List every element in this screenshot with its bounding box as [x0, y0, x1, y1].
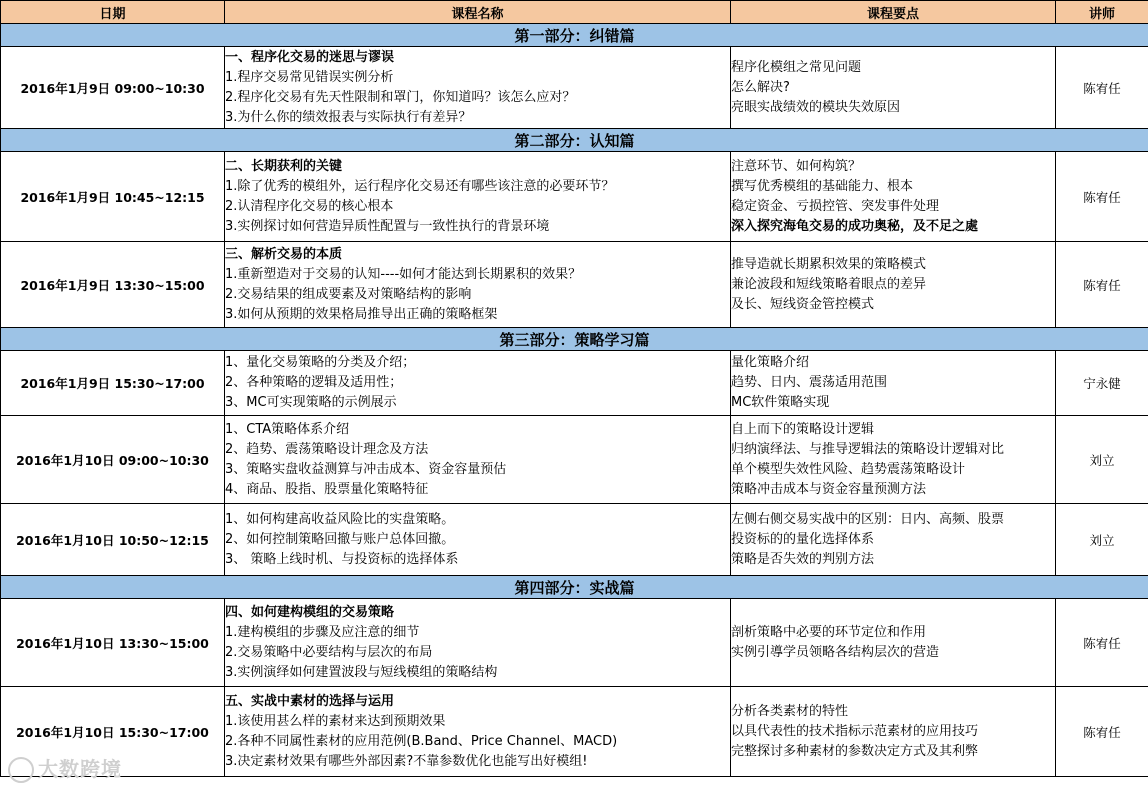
course-item: 3.决定素材效果有哪些外部因素?不靠参数优化也能写出好模组! — [225, 753, 588, 769]
course-topic-title: 五、实战中素材的选择与运用 — [225, 693, 395, 709]
course-point-item: 程序化模组之常见问题 — [731, 59, 862, 75]
course-item: 2、各种策略的逻辑及适用性； — [225, 375, 403, 390]
course-item: 1.除了优秀的模组外，运行程序化交易还有哪些该注意的必要环节？ — [225, 178, 615, 194]
course-item: 3、策略实盘收益测算与冲击成本、资金容量预估 — [225, 461, 507, 477]
course-item: 2、趋势、震荡策略设计理念及方法 — [225, 441, 429, 457]
section-title: 第二部分：认知篇 — [1, 129, 1148, 152]
course-point-item: 怎么解决? — [731, 79, 790, 95]
course-item: 3、 策略上线时机、与投资标的选择体系 — [225, 551, 459, 567]
course-item: 1.程序交易常见错误实例分析 — [225, 69, 394, 85]
course-point-item: 兼论波段和短线策略着眼点的差异 — [731, 276, 927, 292]
course-item: 1、如何构建高收益风险比的实盘策略。 — [225, 511, 455, 527]
course-name-cell — [225, 416, 731, 504]
table-row — [1, 599, 1148, 687]
session-date: 2016年1月9日 09:00~10:30 — [1, 47, 225, 129]
session-date: 2016年1月9日 15:30~17:00 — [1, 351, 225, 416]
course-name-cell — [225, 687, 731, 777]
course-points-cell — [731, 242, 1056, 328]
session-date: 2016年1月10日 10:50~12:15 — [1, 504, 225, 576]
course-point-item: 亮眼实战绩效的模块失效原因 — [731, 99, 901, 115]
header-course-name: 课程名称 — [225, 1, 731, 24]
course-point-item: 左侧右侧交易实战中的区别：日内、高频、股票 — [731, 511, 1005, 527]
course-name-cell — [225, 504, 731, 576]
table-row — [1, 504, 1148, 576]
course-point-item: 及长、短线资金管控模式 — [731, 296, 875, 312]
course-points-cell — [731, 152, 1056, 242]
course-points-cell — [731, 599, 1056, 687]
teacher-name: 刘立 — [1056, 504, 1148, 576]
table-row — [1, 687, 1148, 777]
section-title: 第三部分：策略学习篇 — [1, 328, 1148, 351]
teacher-name: 陈宥任 — [1056, 152, 1148, 242]
course-item: 2.交易结果的组成要素及对策略结构的影响 — [225, 286, 472, 302]
course-points-cell — [731, 687, 1056, 777]
logo-icon — [8, 757, 34, 783]
course-item: 1、量化交易策略的分类及介绍； — [225, 355, 416, 370]
teacher-name: 陈宥任 — [1056, 599, 1148, 687]
course-item: 3、MC可实现策略的示例展示 — [225, 395, 397, 410]
course-topic-title: 二、长期获利的关键 — [225, 158, 343, 174]
header-course-points: 课程要点 — [731, 1, 1056, 24]
course-item: 2.交易策略中必要结构与层次的布局 — [225, 644, 433, 660]
section-header-row — [1, 328, 1148, 351]
course-point-item: 分析各类素材的特性 — [731, 703, 849, 719]
course-point-item: 量化策略介绍 — [731, 355, 810, 370]
course-item: 4、商品、股指、股票量化策略特征 — [225, 481, 429, 497]
course-item: 1、CTA策略体系介绍 — [225, 421, 350, 437]
header-teacher: 讲师 — [1056, 1, 1148, 24]
section-title: 第一部分：纠错篇 — [1, 24, 1148, 47]
course-name-cell — [225, 152, 731, 242]
teacher-name: 陈宥任 — [1056, 47, 1148, 129]
course-points-cell — [731, 416, 1056, 504]
course-point-item: 以具代表性的技术指标示范素材的应用技巧 — [731, 723, 979, 739]
course-item: 3.为什么你的绩效报表与实际执行有差异？ — [225, 109, 472, 125]
course-point-item: 趋势、日内、震荡适用范围 — [731, 375, 888, 390]
course-point-item: 注意环节、如何构筑？ — [731, 158, 862, 174]
course-point-item: 稳定资金、亏损控管、突发事件处理 — [731, 198, 940, 214]
course-name-cell — [225, 351, 731, 416]
session-date: 2016年1月9日 10:45~12:15 — [1, 152, 225, 242]
course-topic-title: 四、如何建构模组的交易策略 — [225, 604, 395, 620]
teacher-name: 陈宥任 — [1056, 242, 1148, 328]
course-item: 3.实例探讨如何营造异质性配置与一致性执行的背景环境 — [225, 218, 550, 234]
teacher-name: 刘立 — [1056, 416, 1148, 504]
session-date: 2016年1月10日 09:00~10:30 — [1, 416, 225, 504]
course-point-item: 推导造就长期累积效果的策略模式 — [731, 256, 927, 272]
section-header-row — [1, 129, 1148, 152]
course-point-item: 撰写优秀模组的基础能力、根本 — [731, 178, 914, 194]
course-item: 2.认清程序化交易的核心根本 — [225, 198, 394, 214]
course-point-item: 单个模型失效性风险、趋势震荡策略设计 — [731, 461, 966, 477]
course-point-item: 深入探究海龟交易的成功奥秘，及不足之處 — [731, 218, 979, 234]
course-item: 2.各种不同属性素材的应用范例(B.Band、Price Channel、MACD) — [225, 733, 618, 749]
course-name-cell — [225, 242, 731, 328]
course-points-cell — [731, 351, 1056, 416]
teacher-name: 宁永健 — [1056, 351, 1148, 416]
course-points-cell — [731, 504, 1056, 576]
header-row — [1, 1, 1148, 24]
header-date: 日期 — [1, 1, 225, 24]
session-date: 2016年1月10日 15:30~17:00 — [1, 687, 225, 777]
course-point-item: 投资标的的量化选择体系 — [731, 531, 875, 547]
course-point-item: 策略是否失效的判别方法 — [731, 551, 875, 567]
course-item: 2.程序化交易有先天性限制和罩门，你知道吗？该怎么应对？ — [225, 89, 576, 105]
table-row — [1, 152, 1148, 242]
course-item: 1.建构模组的步骤及应注意的细节 — [225, 624, 420, 640]
table-row — [1, 416, 1148, 504]
course-point-item: 剖析策略中必要的环节定位和作用 — [731, 624, 927, 640]
watermark-text: 大数跨境 — [38, 756, 122, 781]
course-point-item: 策略冲击成本与资金容量预测方法 — [731, 481, 927, 497]
course-points-cell — [731, 47, 1056, 129]
course-name-cell — [225, 599, 731, 687]
course-item: 3.如何从预期的效果格局推导出正确的策略框架 — [225, 306, 498, 322]
course-point-item: 归纳演绎法、与推导逻辑法的策略设计逻辑对比 — [731, 441, 1005, 457]
table-row — [1, 242, 1148, 328]
section-title: 第四部分：实战篇 — [1, 576, 1148, 599]
course-item: 1.重新塑造对于交易的认知----如何才能达到长期累积的效果？ — [225, 266, 582, 282]
watermark-logo — [8, 753, 122, 784]
course-topic-title: 三、解析交易的本质 — [225, 246, 343, 262]
section-header-row — [1, 24, 1148, 47]
course-item: 2、如何控制策略回撤与账户总体回撤。 — [225, 531, 455, 547]
course-point-item: MC软件策略实现 — [731, 395, 830, 410]
course-point-item: 完整探讨多种素材的参数决定方式及其利弊 — [731, 743, 979, 759]
section-header-row — [1, 576, 1148, 599]
session-date: 2016年1月9日 13:30~15:00 — [1, 242, 225, 328]
course-point-item: 自上而下的策略设计逻辑 — [731, 421, 875, 437]
course-item: 3.实例演绎如何建置波段与短线模组的策略结构 — [225, 664, 498, 680]
course-topic-title: 一、程序化交易的迷思与谬误 — [225, 49, 395, 65]
course-item: 1.该使用甚么样的素材来达到预期效果 — [225, 713, 446, 729]
teacher-name: 陈宥任 — [1056, 687, 1148, 777]
table-row — [1, 47, 1148, 129]
course-point-item: 实例引導学员领略各结构层次的营造 — [731, 644, 940, 660]
course-name-cell — [225, 47, 731, 129]
table-row — [1, 351, 1148, 416]
session-date: 2016年1月10日 13:30~15:00 — [1, 599, 225, 687]
